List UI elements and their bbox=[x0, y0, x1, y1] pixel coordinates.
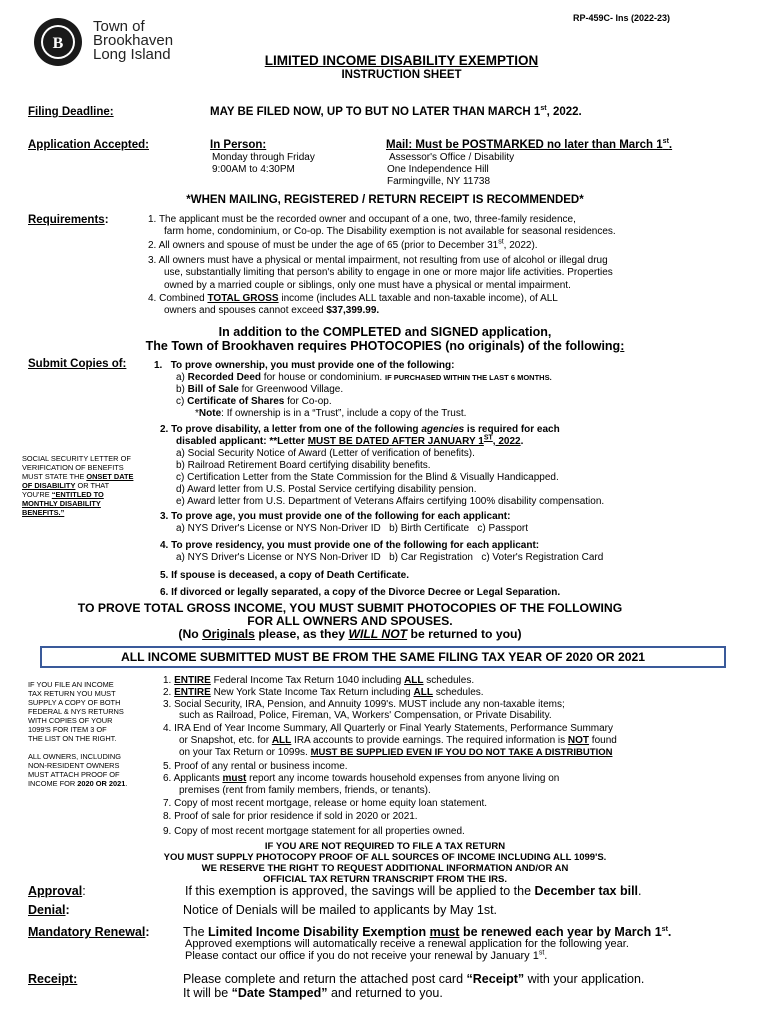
t: Please complete and return the attached post card bbox=[183, 972, 467, 986]
submit-item-4: 4. To prove residency, you must provide one of the following for each applicant: bbox=[160, 540, 540, 551]
income-item: premises (rent from family members, friends, or tenants). bbox=[179, 785, 431, 796]
t: schedules. bbox=[423, 675, 475, 686]
t: disabled applicant: **Letter bbox=[176, 436, 308, 447]
t: . bbox=[125, 779, 128, 788]
t: . bbox=[638, 884, 642, 898]
req4-text: 4. Combined bbox=[148, 293, 208, 304]
income-item: 3. Social Security, IRA, Pension, and Annuity 1099's. MUST include any non-taxable items; bbox=[163, 699, 565, 710]
t: SUPPLY A COPY OF BOTH bbox=[28, 698, 121, 707]
application-accepted-label: Application Accepted: bbox=[28, 139, 149, 151]
submit-num: 1. bbox=[154, 360, 163, 371]
t: “ENTITLED TO bbox=[51, 490, 104, 499]
requirements-label bbox=[28, 214, 109, 226]
t: IF PURCHASED WITHIN THE LAST 6 MONTHS. bbox=[384, 373, 552, 382]
t: MUST BE SUPPLIED EVEN IF YOU DO NOT TAKE A DISTRIBUTION bbox=[310, 747, 613, 758]
t: Please contact our office if you do not receive your renewal by January 1 bbox=[185, 950, 539, 962]
t: BENEFITS.” bbox=[22, 508, 65, 517]
t: found bbox=[589, 735, 617, 746]
income-heading: FOR ALL OWNERS AND SPOUSES. bbox=[247, 614, 453, 628]
income-item: 8. Proof of sale for prior residence if sold in 2020 or 2021. bbox=[163, 811, 418, 822]
t: please, as they bbox=[254, 627, 349, 641]
t: Bill of Sale bbox=[187, 384, 239, 395]
ss-letter-sidenote bbox=[22, 454, 162, 517]
denial-text: Notice of Denials will be mailed to applicants by May 1st. bbox=[183, 903, 498, 917]
t: TAX RETURN YOU MUST bbox=[28, 689, 116, 698]
svg-text:B: B bbox=[52, 35, 64, 52]
t: “Receipt” bbox=[466, 972, 525, 986]
in-person-label: In Person: bbox=[210, 139, 267, 151]
mail-tail: . bbox=[668, 139, 673, 151]
t: FEDERAL & NYS RETURNS bbox=[28, 707, 124, 716]
t: If this exemption is approved, the savings will be applied to the bbox=[185, 884, 535, 898]
mail-address-line: Farmingville, NY 11738 bbox=[387, 176, 491, 187]
photocopies-line bbox=[0, 339, 770, 353]
t: with your application. bbox=[524, 972, 645, 986]
age-options: a) NYS Driver's License or NYS Non-Driver ID b) Birth Certificate c) Passport bbox=[176, 523, 529, 534]
t: must bbox=[429, 925, 460, 939]
submit-sub bbox=[195, 408, 466, 420]
income-item bbox=[179, 735, 617, 747]
submit-sub bbox=[176, 384, 343, 396]
submit-sub bbox=[176, 396, 332, 408]
t: Recorded Deed bbox=[187, 372, 262, 383]
t: OR THAT bbox=[75, 481, 110, 490]
t: c) bbox=[176, 396, 188, 407]
income-heading bbox=[0, 627, 700, 641]
t: : If ownership is in a “Trust”, include a copy of the Trust. bbox=[221, 408, 467, 419]
t: ONSET DATE bbox=[86, 472, 134, 481]
renewal-text: Approved exemptions will automatically receive a renewal application for the following year. bbox=[185, 938, 629, 950]
t: 2. bbox=[163, 687, 175, 698]
income-heading: TO PROVE TOTAL GROSS INCOME, YOU MUST SUBMIT PHOTOCOPIES OF THE FOLLOWING bbox=[77, 601, 623, 615]
t: for Greenwood Village. bbox=[238, 384, 344, 395]
income-limit: $37,399.99. bbox=[326, 305, 380, 316]
requirement-line bbox=[164, 305, 379, 317]
t: 6. Applicants bbox=[163, 773, 223, 784]
document-subtitle: INSTRUCTION SHEET bbox=[341, 69, 462, 81]
income-item: 9. Copy of most recent mortgage statement for all properties owned. bbox=[163, 826, 465, 837]
t: December tax bill bbox=[534, 884, 639, 898]
t: “Date Stamped” bbox=[231, 986, 328, 1000]
t: ALL bbox=[413, 687, 433, 698]
denial-label bbox=[28, 903, 70, 917]
req2-text: 2. All owners and spouse of must be under the age of 65 (prior to December 31 bbox=[148, 240, 499, 251]
office-hours: 9:00AM to 4:30PM bbox=[212, 164, 295, 175]
disability-agency: a) Social Security Notice of Award (Letter of verification of benefits). bbox=[176, 448, 475, 459]
t: (No bbox=[178, 627, 203, 641]
approval-label bbox=[28, 884, 86, 898]
mail-address-line: Assessor's Office / Disability bbox=[389, 152, 515, 163]
t: Limited Income Disability Exemption bbox=[208, 925, 427, 939]
t: NOT bbox=[567, 735, 590, 746]
no-return-notice: WE RESERVE THE RIGHT TO REQUEST ADDITIONAL INFORMATION AND/OR AN bbox=[201, 863, 569, 874]
no-return-notice: OFFICIAL TAX RETURN TRANSCRIPT FROM THE IRS. bbox=[262, 874, 507, 885]
requirement-line: 1. The applicant must be the recorded owner and occupant of a one, two, three-family residence, bbox=[148, 214, 576, 225]
t: on your Tax Return or 1099s. bbox=[179, 747, 311, 758]
filing-deadline-text bbox=[210, 106, 582, 118]
approval-text bbox=[185, 884, 642, 898]
requirement-line: 3. All owners must have a physical or mental impairment, not resulting from use of alcohol or illegal drug bbox=[148, 255, 608, 266]
t: be renewed each year by March 1 bbox=[459, 925, 662, 939]
t: WITH COPIES OF YOUR bbox=[28, 716, 113, 725]
mail-address-line: One Independence Hill bbox=[387, 164, 489, 175]
disability-agency: e) Award letter from U.S. Department of Veterans Affairs certifying 100% disability compensation. bbox=[176, 496, 605, 507]
t: YOU'RE bbox=[22, 490, 52, 499]
t: MUST ATTACH PROOF OF bbox=[28, 770, 120, 779]
photocopies-line: In addition to the COMPLETED and SIGNED application, bbox=[218, 325, 552, 339]
t: Approval bbox=[28, 884, 83, 898]
submit-item-1 bbox=[154, 360, 454, 372]
t: 2. To prove disability, a letter from one of the following bbox=[160, 424, 422, 435]
filing-sup: st bbox=[540, 105, 547, 113]
mailing-notice: *WHEN MAILING, REGISTERED / RETURN RECEIPT IS RECOMMENDED* bbox=[186, 194, 584, 206]
req4-text: owners and spouses cannot exceed bbox=[164, 305, 327, 316]
t: INCOME FOR bbox=[28, 779, 78, 788]
t: st bbox=[538, 949, 545, 957]
t: for house or condominium. bbox=[261, 372, 385, 383]
t: Originals bbox=[202, 627, 255, 641]
t: Denial bbox=[28, 903, 66, 917]
requirement-line bbox=[148, 240, 538, 252]
renewal-label bbox=[28, 925, 150, 939]
t: : bbox=[82, 884, 86, 898]
tax-return-sidenote bbox=[28, 680, 158, 743]
photocopies-colon: : bbox=[620, 339, 625, 353]
disability-agency: d) Award letter from U.S. Postal Service certifying disability pension. bbox=[176, 484, 477, 495]
receipt-text bbox=[183, 986, 443, 1000]
submit-item-6: 6. If divorced or legally separated, a copy of the Divorce Decree or Legal Separation. bbox=[160, 587, 561, 598]
t: ENTIRE bbox=[174, 687, 211, 698]
renewal-text bbox=[185, 950, 547, 962]
office-days: Monday through Friday bbox=[212, 152, 315, 163]
submit-item-2 bbox=[160, 424, 560, 436]
t: and returned to you. bbox=[327, 986, 443, 1000]
t: a) bbox=[176, 372, 188, 383]
t: ALL bbox=[271, 735, 292, 746]
receipt-text bbox=[183, 972, 644, 986]
t: ALL OWNERS, INCLUDING bbox=[28, 752, 121, 761]
t: * bbox=[195, 408, 199, 419]
requirements-colon: : bbox=[104, 214, 109, 226]
t: MUST STATE THE bbox=[22, 472, 87, 481]
t: Certificate of Shares bbox=[187, 396, 285, 407]
submit-text: To prove ownership, you must provide one of the following: bbox=[170, 360, 455, 371]
req2-tail: , 2022). bbox=[503, 240, 538, 251]
tax-year-box: ALL INCOME SUBMITTED MUST BE FROM THE SAME FILING TAX YEAR OF 2020 OR 2021 bbox=[40, 646, 726, 668]
t: . bbox=[520, 436, 524, 447]
t: Mandatory Renewal bbox=[28, 925, 146, 939]
income-item bbox=[163, 773, 559, 785]
submit-copies-label: Submit Copies of: bbox=[28, 358, 127, 370]
t: must bbox=[222, 773, 247, 784]
t: IF YOU FILE AN INCOME bbox=[28, 680, 114, 689]
t: schedules. bbox=[432, 687, 484, 698]
t: THE LIST ON THE RIGHT. bbox=[28, 734, 117, 743]
t: The bbox=[183, 925, 209, 939]
requirement-line: owned by a married couple or siblings, only one must have a physical or mental impairment. bbox=[164, 280, 571, 291]
req4-text: income (includes ALL taxable and non-taxable income), of ALL bbox=[278, 293, 558, 304]
document-title: LIMITED INCOME DISABILITY EXEMPTION bbox=[264, 53, 539, 68]
income-item: 5. Proof of any rental or business income. bbox=[163, 761, 348, 772]
no-return-notice: IF YOU ARE NOT REQUIRED TO FILE A TAX RETURN bbox=[264, 841, 506, 852]
submit-item-3: 3. To prove age, you must provide one of the following for each applicant: bbox=[160, 511, 511, 522]
t: b) bbox=[176, 384, 188, 395]
t: MONTHLY DISABILITY bbox=[22, 499, 101, 508]
mail-text: Mail: Must be POSTMARKED no later than March 1 bbox=[386, 139, 663, 151]
t: NON-RESIDENT OWNERS bbox=[28, 761, 120, 770]
t: ENTIRE bbox=[174, 675, 211, 686]
req2-sup: st bbox=[498, 238, 504, 246]
owners-sidenote bbox=[28, 752, 158, 788]
requirement-line bbox=[148, 293, 558, 305]
t: agencies bbox=[421, 424, 465, 435]
t: IRA accounts to provide earnings. The required information is bbox=[291, 735, 568, 746]
income-item: 4. IRA End of Year Income Summary, All Quarterly or Final Yearly Statements, Performance Summary bbox=[163, 723, 614, 734]
t: . bbox=[544, 950, 548, 962]
disability-agency: b) Railroad Retirement Board certifying disability benefits. bbox=[176, 460, 431, 471]
t: 2020 OR 2021 bbox=[77, 779, 126, 788]
req4-total-gross: TOTAL GROSS bbox=[207, 293, 279, 304]
t: report any income towards household expenses from anyone living on bbox=[246, 773, 560, 784]
t: . bbox=[667, 925, 672, 939]
filing-tail: , 2022. bbox=[546, 106, 582, 118]
t: New York State Income Tax Return including bbox=[210, 687, 414, 698]
t: MUST BE DATED AFTER JANUARY 1 bbox=[307, 436, 484, 447]
t: It will be bbox=[183, 986, 232, 1000]
no-return-notice: YOU MUST SUPPLY PHOTOCOPY PROOF OF ALL SOURCES OF INCOME INCLUDING ALL 1099'S. bbox=[163, 852, 607, 863]
submit-item-2b bbox=[176, 436, 523, 448]
filing-text: MAY BE FILED NOW, UP TO BUT NO LATER THAN MARCH 1 bbox=[210, 106, 541, 118]
photocopies-text: The Town of Brookhaven requires PHOTOCOPIES (no originals) of the following bbox=[145, 339, 621, 353]
requirement-line: farm home, condominium, or Co-op. The Disability exemption is not available for seasonal residences. bbox=[164, 226, 616, 237]
t: , 2022 bbox=[492, 436, 521, 447]
t: WILL NOT bbox=[348, 627, 408, 641]
t: ST bbox=[483, 434, 493, 442]
t: Note bbox=[198, 408, 222, 419]
income-item bbox=[179, 747, 612, 759]
t: OF DISABILITY bbox=[22, 481, 76, 490]
income-item: 7. Copy of most recent mortgage, release or home equity loan statement. bbox=[163, 798, 488, 809]
t: : bbox=[65, 903, 70, 917]
mail-sup: st bbox=[662, 138, 669, 146]
mail-deadline bbox=[386, 139, 672, 151]
income-item bbox=[163, 687, 484, 699]
logo-line: Town of bbox=[93, 18, 145, 35]
t: st bbox=[661, 925, 668, 933]
requirements-label-text: Requirements bbox=[28, 214, 105, 226]
logo-line: Brookhaven bbox=[93, 32, 174, 49]
t: SOCIAL SECURITY LETTER OF bbox=[22, 454, 131, 463]
logo-line: Long Island bbox=[93, 46, 171, 63]
receipt-label: Receipt: bbox=[28, 972, 78, 986]
t: be returned to you) bbox=[407, 627, 522, 641]
disability-agency: c) Certification Letter from the State Commission for the Blind & Visually Handicapped. bbox=[176, 472, 559, 483]
t: : bbox=[145, 925, 150, 939]
submit-sub bbox=[176, 372, 552, 384]
requirement-line: use, substantially limiting that person's ability to engage in one or more major life activities. Properties bbox=[164, 267, 613, 278]
t: ALL bbox=[404, 675, 424, 686]
residency-options: a) NYS Driver's License or NYS Non-Driver ID b) Car Registration c) Voter's Registration Card bbox=[176, 552, 604, 563]
t: is required for each bbox=[464, 424, 560, 435]
t: Federal Income Tax Return 1040 including bbox=[210, 675, 405, 686]
t: 1099'S FOR ITEM 3 OF bbox=[28, 725, 107, 734]
t: 1. bbox=[163, 675, 175, 686]
income-item: such as Railroad, Police, Fireman, VA, Workers' Compensation, or Private Disability. bbox=[179, 710, 552, 721]
filing-deadline-label: Filing Deadline: bbox=[28, 106, 114, 118]
renewal-text bbox=[183, 925, 671, 939]
t: VERIFICATION OF BENEFITS bbox=[22, 463, 124, 472]
t: or Snapshot, etc. for bbox=[179, 735, 272, 746]
submit-item-5: 5. If spouse is deceased, a copy of Death Certificate. bbox=[160, 570, 409, 581]
income-item bbox=[163, 675, 474, 687]
form-id: RP-459C- Ins (2022-23) bbox=[573, 13, 671, 23]
t: for Co-op. bbox=[284, 396, 332, 407]
